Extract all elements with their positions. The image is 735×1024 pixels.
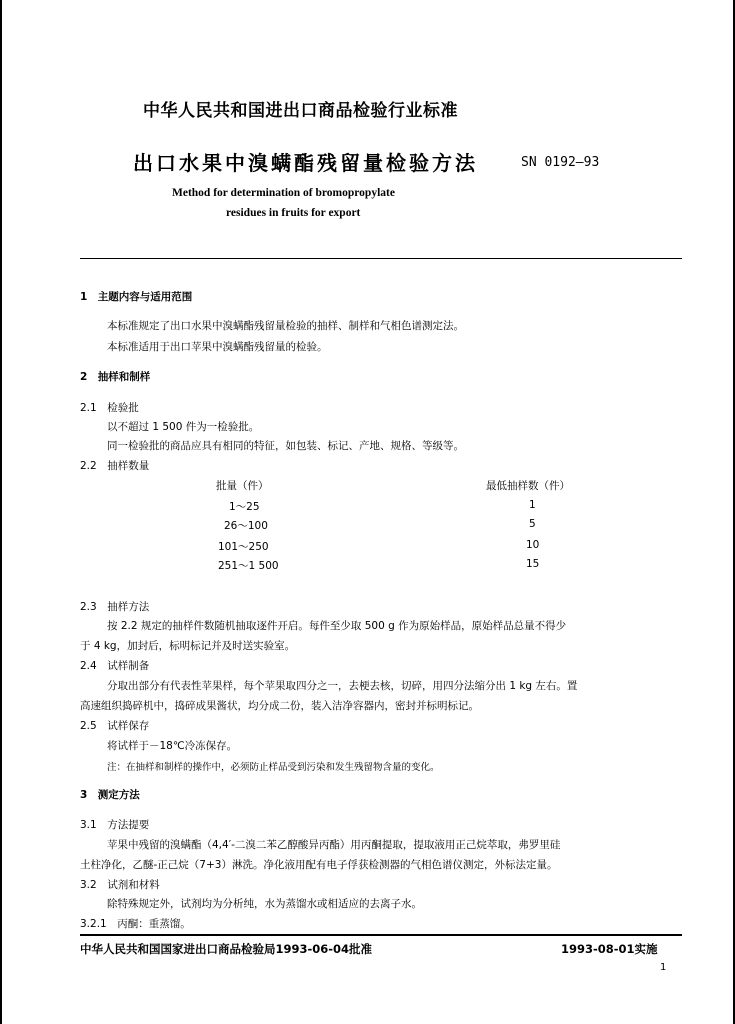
cell-lot: 26～100 xyxy=(224,520,268,532)
paragraph: 苹果中残留的溴螨酯（4,4′-二溴二苯乙醇酸异丙酯）用丙酮提取，提取液用正己烷萃取，弗罗里硅 xyxy=(107,839,561,851)
footer-rule xyxy=(80,934,682,936)
subsection-2-1-heading: 2.1 检验批 xyxy=(80,402,139,414)
cell-min-samples: 1 xyxy=(529,499,536,511)
cell-min-samples: 15 xyxy=(526,558,540,570)
cell-lot: 251～1 500 xyxy=(218,560,279,572)
paragraph: 土柱净化，乙醚-正己烷（7+3）淋洗。净化液用配有电子俘获检测器的气相色谱仪测定，外标法定量。 xyxy=(80,859,558,871)
paragraph: 分取出部分有代表性苹果样，每个苹果取四分之一，去梗去核，切碎，用四分法缩分出 1 kg 左右。置 xyxy=(107,680,578,692)
table-row xyxy=(0,499,735,513)
page-number: 1 xyxy=(660,962,667,973)
subsection-2-5-heading: 2.5 试样保存 xyxy=(80,720,150,732)
paragraph: 高速组织捣碎机中，捣碎成果酱状，均分成二份，装入洁净容器内，密封并标明标记。 xyxy=(80,700,479,712)
document-title-cn: 出口水果中溴螨酯残留量检验方法 xyxy=(133,151,478,175)
paragraph: 同一检验批的商品应具有相同的特征，如包装、标记、产地、规格、等级等。 xyxy=(107,440,464,452)
column-header-lot: 批量（件） xyxy=(216,480,269,492)
standard-category-title: 中华人民共和国进出口商品检验行业标准 xyxy=(143,101,458,121)
paragraph: 除特殊规定外，试剂均为分析纯，水为蒸馏水或相适应的去离子水。 xyxy=(107,898,422,910)
paragraph: 按 2.2 规定的抽样件数随机抽取逐件开启。每件至少取 500 g 作为原始样品，原始样品总量不得少 xyxy=(107,620,567,632)
subsection-2-3-heading: 2.3 抽样方法 xyxy=(80,601,150,613)
column-header-min-samples: 最低抽样数（件） xyxy=(486,480,570,492)
section-3-heading: 3 测定方法 xyxy=(80,789,140,801)
subsection-3-1-heading: 3.1 方法提要 xyxy=(80,819,150,831)
subsection-2-2-heading: 2.2 抽样数量 xyxy=(80,460,150,472)
paragraph: 于 4 kg，加封后，标明标记并及时送实验室。 xyxy=(80,640,296,652)
cell-lot: 1～25 xyxy=(229,501,260,513)
subsection-3-2-heading: 3.2 试剂和材料 xyxy=(80,879,160,891)
table-row xyxy=(0,539,735,553)
cell-min-samples: 5 xyxy=(529,518,536,530)
paragraph: 本标准规定了出口水果中溴螨酯残留量检验的抽样、制样和气相色谱测定法。 xyxy=(107,320,464,332)
implementation-date: 1993-08-01实施 xyxy=(561,942,658,956)
cell-lot: 101～250 xyxy=(218,541,269,553)
standard-number: SN 0192—93 xyxy=(521,155,600,170)
approval-statement: 中华人民共和国国家进出口商品检验局1993-06-04批准 xyxy=(80,942,373,956)
document-title-en-line1: Method for determination of bromopropylate xyxy=(172,187,395,199)
table-row xyxy=(0,518,735,532)
table-header-row xyxy=(0,478,735,492)
note: 注：在抽样和制样的操作中，必须防止样品受到污染和发生残留物含量的变化。 xyxy=(107,762,440,773)
subsection-3-2-1: 3.2.1 丙酮：重蒸馏。 xyxy=(80,918,191,930)
paragraph: 将试样于－18℃冷冻保存。 xyxy=(107,740,238,752)
paragraph: 本标准适用于出口苹果中溴螨酯残留量的检验。 xyxy=(107,341,328,353)
section-1-heading: 1 主题内容与适用范围 xyxy=(80,291,193,303)
subsection-2-4-heading: 2.4 试样制备 xyxy=(80,660,150,672)
section-2-heading: 2 抽样和制样 xyxy=(80,371,151,383)
header-rule xyxy=(80,258,682,259)
cell-min-samples: 10 xyxy=(526,539,540,551)
document-title-en-line2: residues in fruits for export xyxy=(226,207,361,219)
paragraph: 以不超过 1 500 件为一检验批。 xyxy=(107,421,260,433)
table-row xyxy=(0,558,735,572)
